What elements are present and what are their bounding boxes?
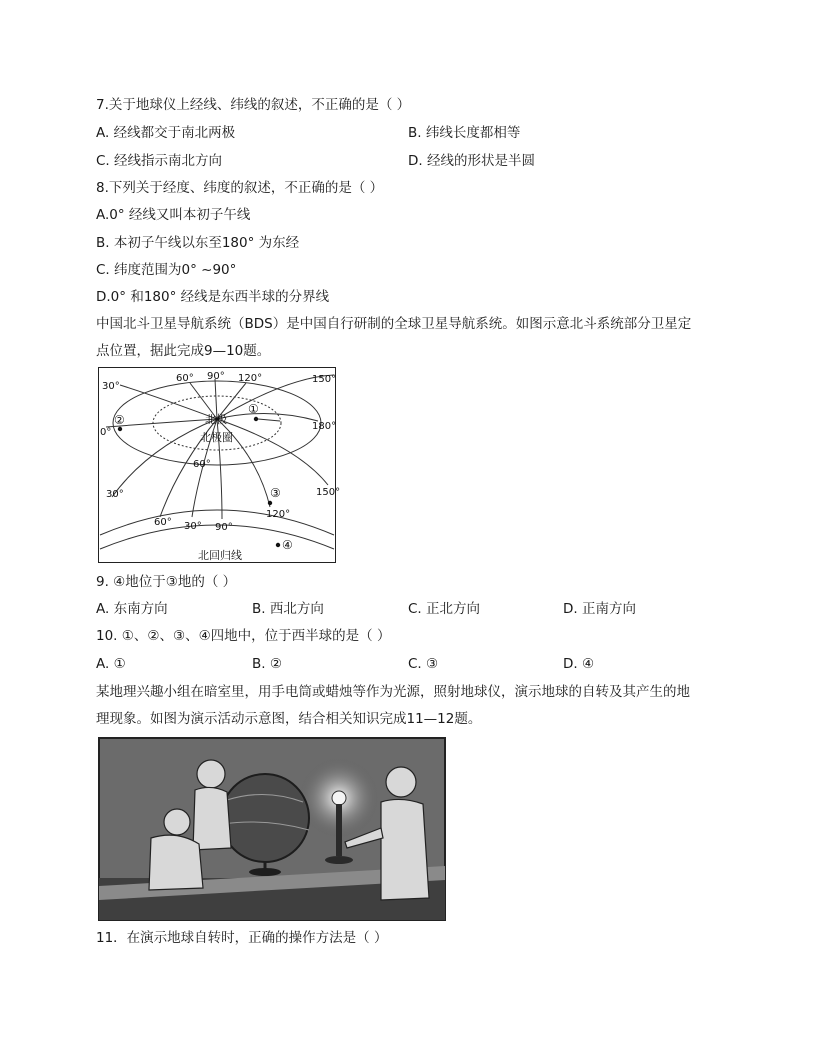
passage1-line2: 点位置，据此完成9—10题。 <box>96 343 271 359</box>
passage2-line1: 某地理兴趣小组在暗室里，用手电筒或蜡烛等作为光源，照射地球仪，演示地球的自转及其产生的地 <box>96 684 690 700</box>
point-1-dot <box>254 417 258 421</box>
bulb-icon <box>332 791 346 805</box>
q8-option-b: B. 本初子午线以东至180° 为东经 <box>96 235 300 251</box>
child2-body <box>149 835 203 890</box>
label-lon120-top: 120° <box>238 373 263 384</box>
q10-option-a: A. ① <box>96 656 126 672</box>
label-lon150-right: 150° <box>316 487 341 498</box>
label-point-2: ② <box>114 413 125 427</box>
label-lon150: 150° <box>312 374 337 385</box>
label-lon60-inner: 60° <box>193 459 211 470</box>
q7-option-a: A. 经线都交于南北两极 <box>96 125 236 141</box>
q9-option-a: A. 东南方向 <box>96 601 168 617</box>
label-point-3: ③ <box>270 486 281 500</box>
q10-option-d: D. ④ <box>563 656 595 672</box>
label-lon60-bottom: 60° <box>154 517 172 528</box>
q9-stem: 9. ④地位于③地的（ ） <box>96 574 237 590</box>
child1-head <box>197 760 225 788</box>
label-lon0: 0° <box>100 427 112 438</box>
q8-option-d: D.0° 和180° 经线是东西半球的分界线 <box>96 289 330 305</box>
child3-head <box>386 767 416 797</box>
label-lon120-right: 120° <box>266 509 291 520</box>
q10-option-b: B. ② <box>252 656 282 672</box>
label-lon90-bottom: 90° <box>215 522 233 533</box>
beidou-map-svg <box>98 367 341 563</box>
child3-body <box>381 799 429 900</box>
q9-option-c: C. 正北方向 <box>408 601 481 617</box>
label-tropic: 北回归线 <box>198 549 242 562</box>
point-3-dot <box>268 501 272 505</box>
point-4-dot <box>276 543 280 547</box>
demonstration-svg <box>99 738 445 920</box>
label-lon180: 180° <box>312 421 337 432</box>
q10-stem: 10. ①、②、③、④四地中，位于西半球的是（ ） <box>96 628 391 644</box>
label-north-pole: 北极 <box>205 413 227 426</box>
label-arctic-circle: 北极圈 <box>200 431 233 444</box>
label-lon30-left: 30° <box>102 381 120 392</box>
demonstration-illustration <box>99 738 445 920</box>
passage1-line1: 中国北斗卫星导航系统（BDS）是中国自行研制的全球卫星导航系统。如图示意北斗系统部分卫星定 <box>96 316 692 332</box>
beidou-map-figure <box>98 367 341 563</box>
q11-stem: 11．在演示地球自转时，正确的操作方法是（ ） <box>96 930 388 946</box>
label-point-1: ① <box>248 402 259 416</box>
q9-option-b: B. 西北方向 <box>252 601 324 617</box>
q8-stem: 8.下列关于经度、纬度的叙述，不正确的是（ ） <box>96 180 384 196</box>
q7-option-d: D. 经线的形状是半圆 <box>408 153 535 169</box>
label-lon90-top: 90° <box>207 371 225 382</box>
label-lon60-top: 60° <box>176 373 194 384</box>
label-lon30-b2: 30° <box>184 521 202 532</box>
point-2-dot <box>118 427 122 431</box>
child1-body <box>193 787 231 850</box>
q7-stem: 7.关于地球仪上经线、纬线的叙述，不正确的是（ ） <box>96 97 411 113</box>
q7-option-b: B. 纬线长度都相等 <box>408 125 521 141</box>
q9-option-d: D. 正南方向 <box>563 601 636 617</box>
q8-option-c: C. 纬度范围为0° ~90° <box>96 262 237 278</box>
passage2-line2: 理现象。如图为演示活动示意图，结合相关知识完成11—12题。 <box>96 711 482 727</box>
label-lon30-bottom: 30° <box>106 489 124 500</box>
q8-option-a: A.0° 经线又叫本初子午线 <box>96 207 251 223</box>
q10-option-c: C. ③ <box>408 656 439 672</box>
q7-option-c: C. 经线指示南北方向 <box>96 153 223 169</box>
globe-icon <box>221 774 309 862</box>
child2-head <box>164 809 190 835</box>
label-point-4: ④ <box>282 538 293 552</box>
